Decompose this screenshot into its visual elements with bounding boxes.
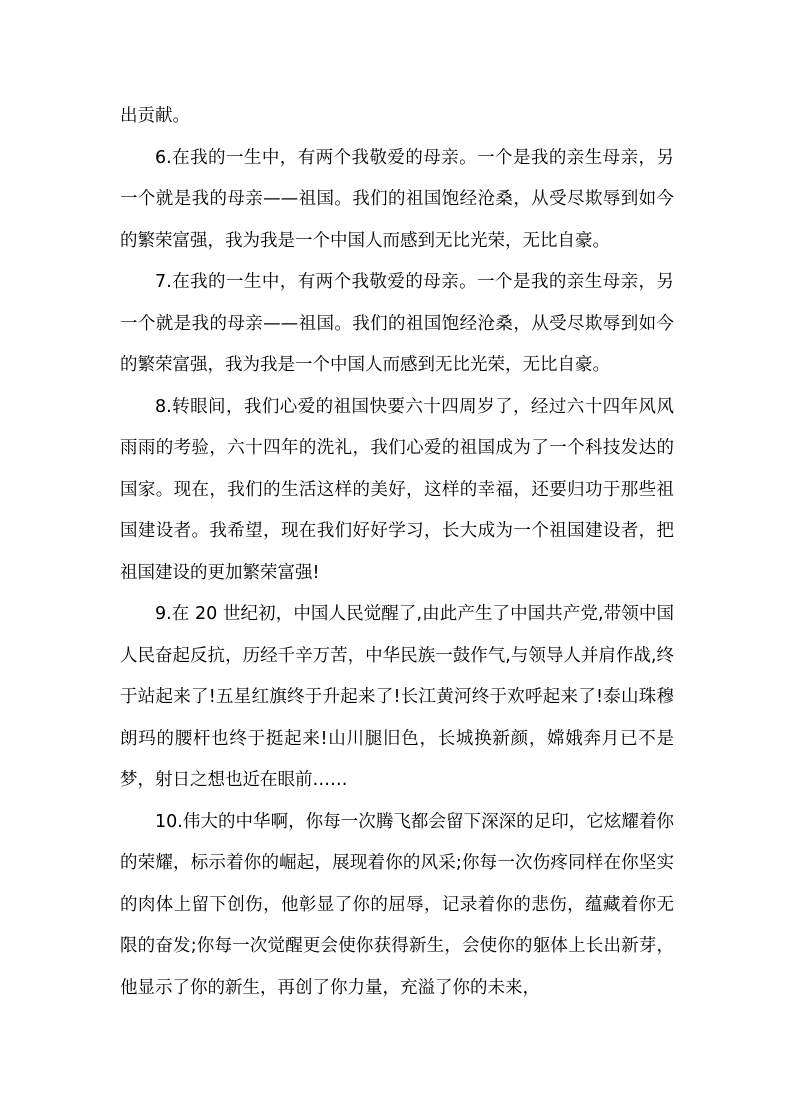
document-page [120,96,674,1009]
paragraph-7: 7.在我的一生中，有两个我敬爱的母亲。一个是我的亲生母亲，另一个就是我的母亲——祖国。我们的祖国饱经沧桑，从受尽欺辱到如今的繁荣富强，我为我是一个中国人而感到无比光荣，无比自豪。 [120,272,674,375]
paragraph-6: 6.在我的一生中，有两个我敬爱的母亲。一个是我的亲生母亲，另一个就是我的母亲——祖国。我们的祖国饱经沧桑，从受尽欺辱到如今的繁荣富强，我为我是一个中国人而感到无比光荣，无比自豪。 [120,147,674,251]
paragraph-9: 9.在 20 世纪初，中国人民觉醒了,由此产生了中国共产党,带领中国人民奋起反抗，历经千辛万苦，中华民族一鼓作气,与领导人并肩作战,终于站起来了!五星红旗终于升起来了!长江黄河终于欢呼起来了!泰山珠穆朗玛的腰杆也终于挺起来!山川腿旧色，长城换新颜，嫦娥奔月已不是梦，射日之想也近在眼前…… [120,604,674,790]
paragraph-continuation: 出贡献。 [120,106,190,126]
paragraph-8: 8.转眼间，我们心爱的祖国快要六十四周岁了，经过六十四年风风雨雨的考验，六十四年的洗礼，我们心爱的祖国成为了一个科技发达的国家。现在，我们的生活这样的美好，这样的幸福，还要归功于那些祖国建设者。我希望，现在我们好好学习，长大成为一个祖国建设者，把祖国建设的更加繁荣富强! [120,396,674,583]
paragraph-10: 10.伟大的中华啊，你每一次腾飞都会留下深深的足印，它炫耀着你的荣耀，标示着你的崛起，展现着你的风采;你每一次伤疼同样在你坚实的肉体上留下创伤，他彰显了你的屈辱，记录着你的悲伤，蕴藏着你无限的奋发;你每一次觉醒更会使你获得新生，会使你的躯体上长出新芽，他显示了你的新生，再创了你力量，充溢了你的未来， [120,811,674,998]
